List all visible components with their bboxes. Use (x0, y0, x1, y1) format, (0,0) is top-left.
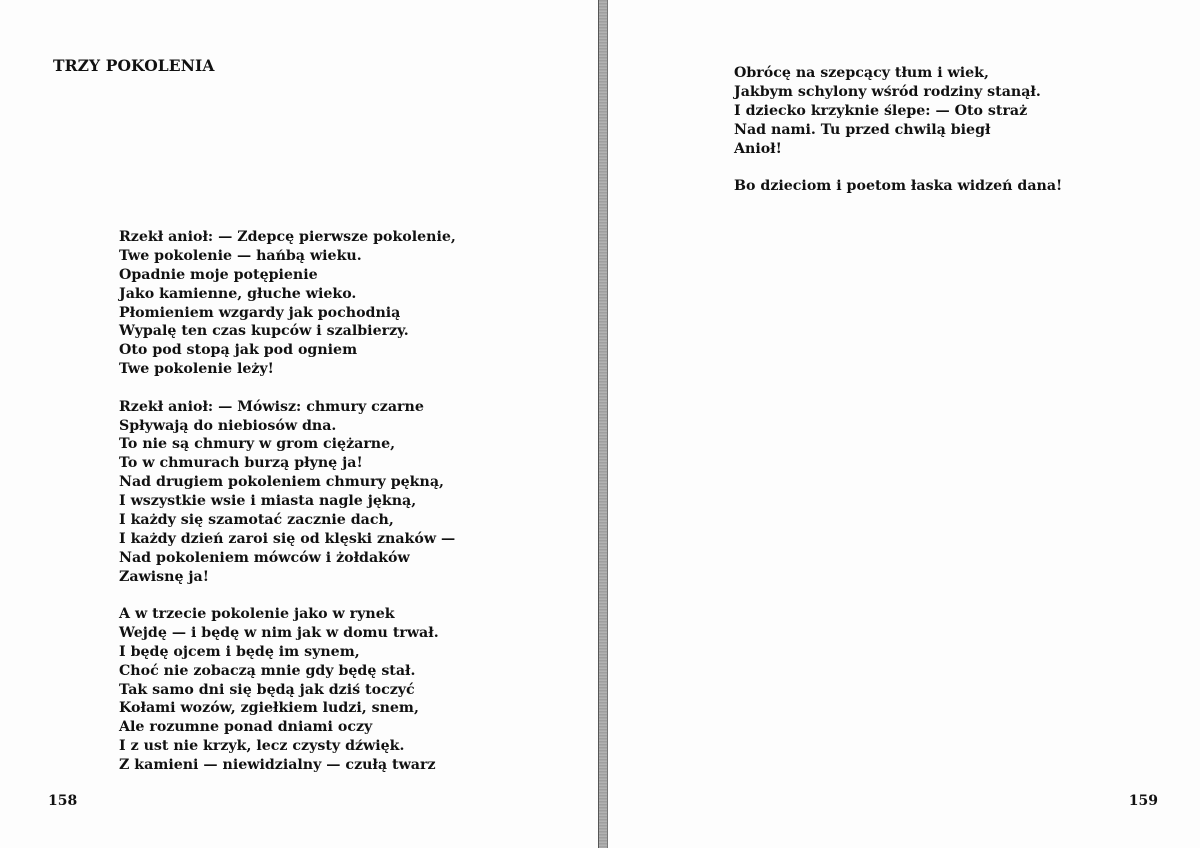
verse-line: I będę ojcem i będę im synem, (119, 643, 360, 660)
verse-line: Twe pokolenie leży! (119, 361, 274, 378)
stanza (119, 398, 456, 587)
page-number-left: 158 (48, 793, 78, 809)
verse-line: Anioł! (734, 140, 782, 157)
verse-line: Rzekł anioł: — Mówisz: chmury czarne (119, 398, 424, 415)
poem-text-left (119, 228, 456, 794)
verse-line: A w trzecie pokolenie jako w rynek (119, 606, 395, 623)
verse-line: I dziecko krzyknie ślepe: — Oto straż (734, 102, 1028, 119)
verse-line: Jakbym schylony wśród rodziny stanął. (734, 83, 1041, 100)
right-page (606, 0, 1200, 848)
verse-line: Nad drugiem pokoleniem chmury pękną, (119, 474, 444, 491)
verse-line: Zawisnę ja! (119, 568, 209, 585)
verse-line: Nad nami. Tu przed chwilą biegł (734, 121, 991, 138)
verse-line: I wszystkie wsie i miasta nagle jękną, (119, 493, 417, 510)
verse-line: Ale rozumne ponad dniami oczy (119, 719, 373, 736)
verse-line: Płomieniem wzgardy jak pochodnią (119, 304, 401, 321)
verse-line: Oto pod stopą jak pod ogniem (119, 342, 358, 359)
verse-line: To w chmurach burzą płynę ja! (119, 455, 363, 472)
verse-line: Opadnie moje potępienie (119, 266, 318, 283)
verse-line: Spływają do niebiosów dna. (119, 417, 337, 434)
verse-line: I każdy się szamotać zacznie dach, (119, 511, 394, 528)
left-page (0, 0, 598, 848)
verse-line: Wypalę ten czas kupców i szalbierzy. (119, 323, 409, 340)
verse-line: Wejdę — i będę w nim jak w domu trwał. (119, 624, 439, 641)
verse-line: To nie są chmury w grom ciężarne, (119, 436, 396, 453)
verse-line: Jako kamienne, głuche wieko. (119, 285, 357, 302)
page-number-right: 159 (1128, 793, 1158, 809)
verse-line: Twe pokolenie — hańbą wieku. (119, 247, 362, 264)
poem-title: TRZY POKOLENIA (53, 56, 215, 75)
verse-line: Choć nie zobaczą mnie gdy będę stał. (119, 662, 416, 679)
verse-line: Kołami wozów, zgiełkiem ludzi, snem, (119, 700, 419, 717)
verse-line: Rzekł anioł: — Zdepcę pierwsze pokolenie, (119, 229, 456, 245)
verse-line: Bo dzieciom i poetom łaska widzeń dana! (734, 177, 1063, 194)
stanza (734, 177, 1062, 196)
verse-line: Nad pokoleniem mówców i żołdaków (119, 549, 410, 566)
stanza (734, 64, 1062, 158)
verse-line: Z kamieni — niewidzialny — czułą twarz (119, 757, 436, 774)
verse-line: Tak samo dni się będą jak dziś toczyć (119, 681, 415, 698)
verse-line: I każdy dzień zaroi się od klęski znaków — (119, 530, 456, 547)
stanza (119, 228, 456, 379)
verse-line: Obrócę na szepcący tłum i wiek, (734, 65, 989, 81)
poem-text-right (734, 64, 1062, 214)
stanza (119, 605, 456, 775)
verse-line: I z ust nie krzyk, lecz czysty dźwięk. (119, 738, 405, 755)
